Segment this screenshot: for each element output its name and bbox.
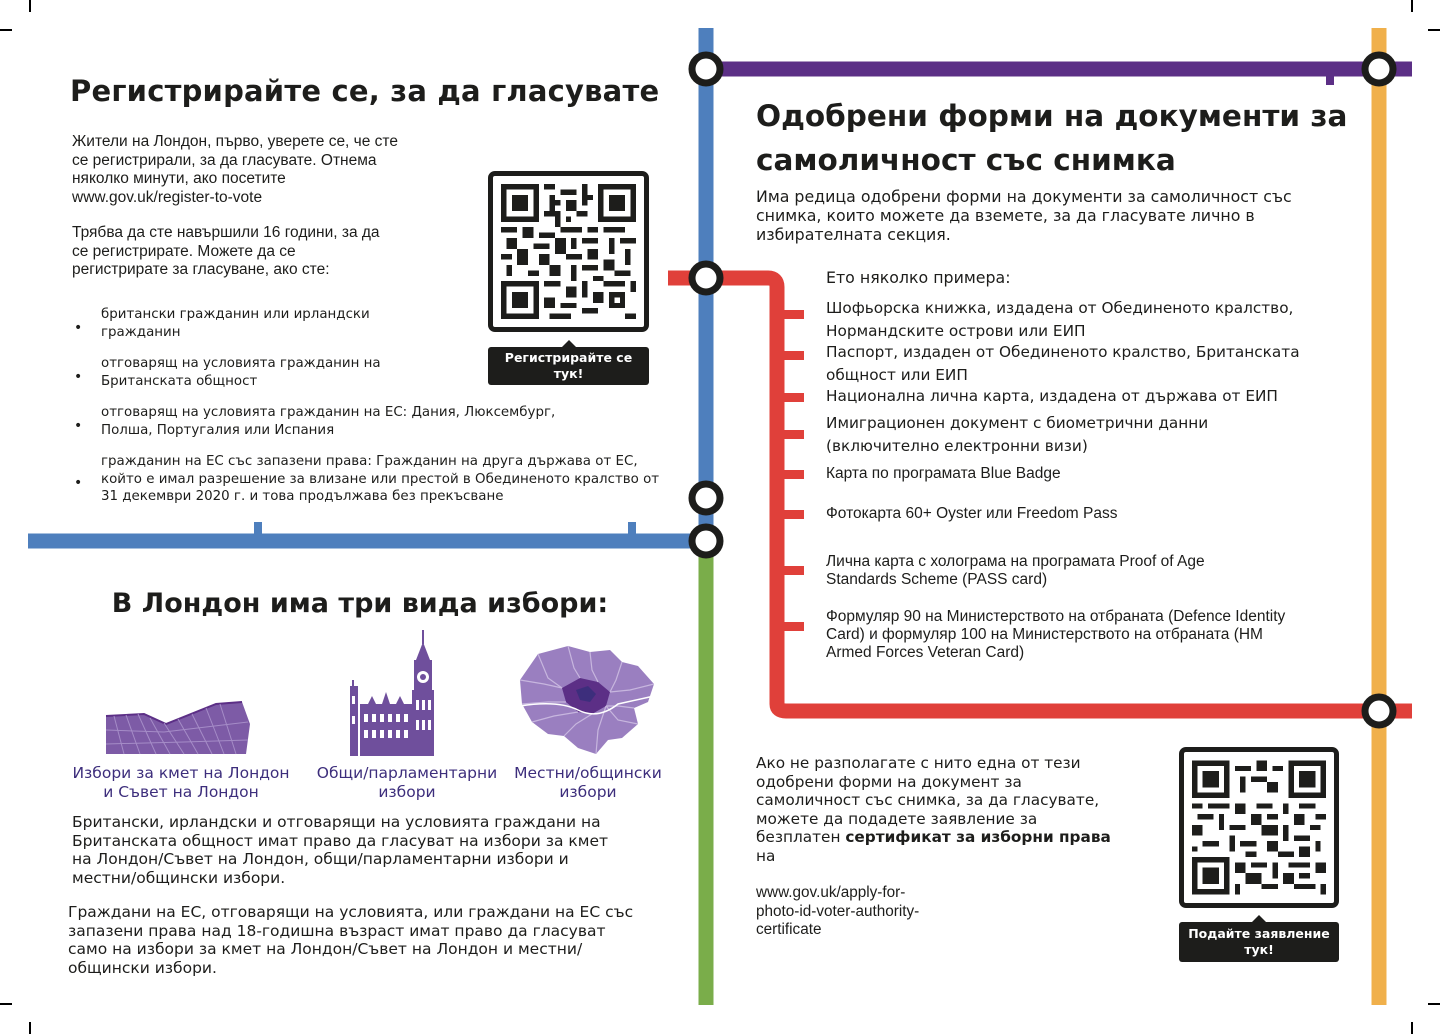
station-circle [692, 264, 720, 292]
list-item: Имиграционен документ с биометрични данни (включително електронни визи) [826, 414, 1209, 455]
bullet-dot: • [74, 475, 83, 492]
elections-paragraph-1: Британски, ирландски и отговарящи на условията граждани на Британската общност имат право да гласуват на избори за кмет на Лондон/Съвет на Лондон, общи/парламентарни избори и местни/общински избори. [72, 813, 609, 887]
examples-heading: Ето няколко примера: [826, 268, 1011, 287]
bullet-dot: • [74, 417, 83, 434]
certificate-url[interactable]: www.gov.uk/apply-for-photo-id-voter-authority-certificate [756, 884, 920, 938]
label-notch [562, 340, 576, 347]
elections-paragraph-2: Граждани на ЕС, отговарящи на условията, или граждани на ЕС със запазени права над 18-годишна възраст имат право да гласуват само на избори за кмет на Лондон/Съвет на Лондон и местни/общински избори. [68, 903, 634, 977]
blue-line-tick [254, 522, 262, 542]
eligibility-list [70, 306, 670, 520]
election-type-local-label: Местни/общински избори [514, 764, 662, 801]
register-here-label: Регистрирайте се тук! [488, 347, 649, 385]
station-circle [692, 484, 720, 512]
list-item: Шофьорска книжка, издадена от Обединеното кралство, Нормандските острови или ЕИП [826, 299, 1294, 340]
list-item: Паспорт, издаден от Обединеното кралство, Британската общност или ЕИП [826, 343, 1300, 384]
list-item: Национална лична карта, издадена от държава от ЕИП [826, 387, 1278, 405]
apply-here-label: Подайте заявление тук! [1179, 922, 1339, 962]
register-qr-code[interactable] [488, 171, 649, 332]
list-item: Фотокарта 60+ Oyster или Freedom Pass [826, 505, 1118, 522]
certificate-text: Ако не разполагате с нито една от тези одобрени форми на документ за самоличност със снимка, за да гласувате, можете да подадете заявление за безплатен сертификат за изборни права на [756, 754, 1111, 865]
election-type-general-label: Общи/парламентарни избори [316, 764, 498, 801]
station-circle [692, 55, 720, 83]
register-intro: Жители на Лондон, първо, уверете се, че сте се регистрирали, за да гласувате. Отнема няколко минути, ако посетите www.gov.uk/register-to-vote [72, 133, 398, 206]
list-item: • гражданин на ЕС със запазени права: Гражданин на друга държава от ЕС, който е имал разрешение за влизане или престой в Обединеното кралство от 31 декември 2020 г. и това продължава без прекъсване [74, 454, 660, 504]
qr-code-pattern [1192, 760, 1326, 895]
bullet-dot: • [74, 368, 83, 385]
elections-title: В Лондон има три вида избори: [111, 588, 609, 619]
list-item: Карта по програмата Blue Badge [826, 465, 1061, 482]
list-item: Лична карта с холограма на програмата Proof of Age Standards Scheme (PASS card) [826, 553, 1205, 588]
label-notch [1252, 915, 1266, 922]
certificate-emphasis: сертификат за изборни права [845, 828, 1111, 846]
list-item: • британски гражданин или ирландски гражданин [74, 307, 370, 340]
election-type-mayor-label: Избори за кмет на Лондон и Съвет на Лондон [72, 764, 290, 801]
list-item: Формуляр 90 на Министерството на отбраната (Defence Identity Card) и формуляр 100 на Министерството на отбраната (HM Armed Forces Veteran Card) [826, 608, 1286, 661]
qr-code-pattern [501, 184, 636, 319]
register-title: Регистрирайте се, за да гласувате [70, 74, 660, 108]
blue-line-tick [628, 522, 636, 542]
list-item: • отговарящ на условията гражданин на ЕС: Дания, Люксембург, Полша, Португалия или Испания [74, 405, 556, 438]
station-circle [1365, 697, 1393, 725]
register-age-text: Трябва да сте навършили 16 години, за да се регистрирате. Можете да се регистрирате за гласуване, ако сте: [72, 224, 380, 278]
list-item: • отговарящ на условията гражданин на Британската общност [74, 356, 381, 389]
certificate-qr-code[interactable] [1179, 747, 1339, 908]
london-boroughs-map-icon [518, 644, 656, 756]
photo-id-intro: Има редица одобрени форми на документи за самоличност със снимка, които можете да вземете, за да гласувате лично в избирателната секция. [756, 187, 1292, 244]
station-circle [692, 527, 720, 555]
photo-id-title: Одобрени форми на документи за самоличност със снимка [756, 99, 1348, 177]
bullet-dot: • [74, 319, 83, 336]
city-hall-icon [104, 700, 252, 756]
big-ben-icon [350, 630, 444, 756]
station-circle [1365, 55, 1393, 83]
purple-line-tick [1326, 69, 1334, 85]
